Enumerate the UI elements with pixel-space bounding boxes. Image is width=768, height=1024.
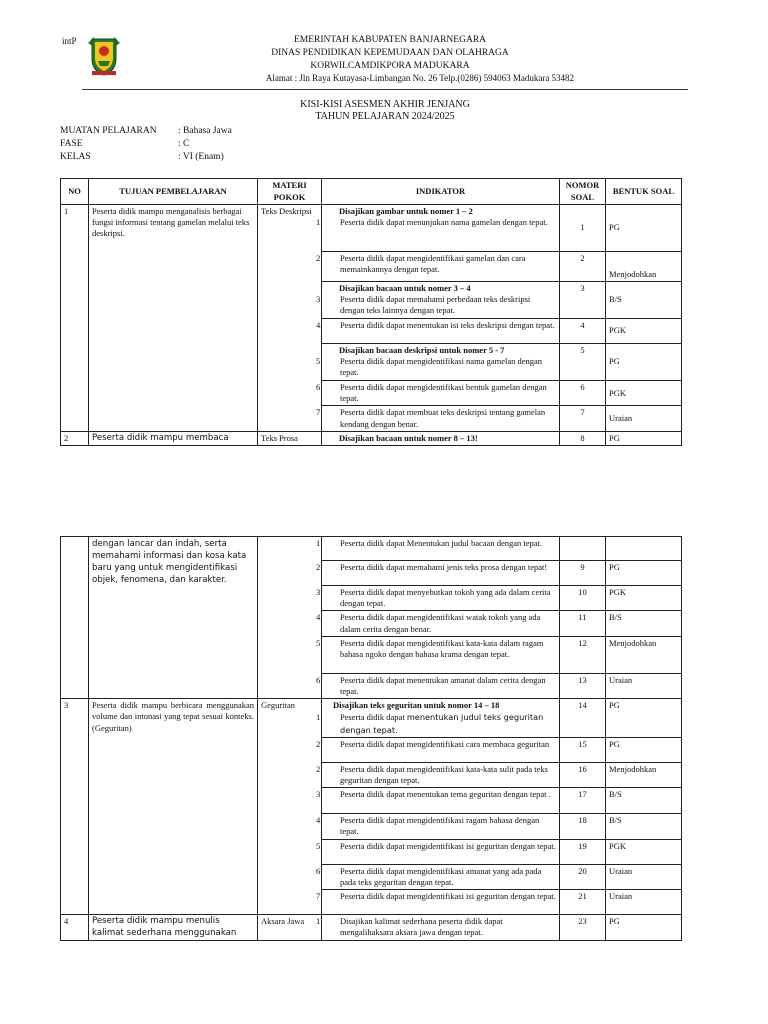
- document-title: KISI-KISI ASESMEN AKHIR JENJANG: [300, 99, 470, 110]
- corner-mark: intP: [62, 36, 77, 46]
- row-materi: Teks Prosa: [258, 431, 322, 445]
- question-form: PG: [606, 699, 682, 738]
- question-form: B/S: [606, 814, 682, 839]
- indicator-cell: [316, 864, 560, 889]
- indicator-cell: [316, 537, 560, 561]
- indicator-number: 2.: [316, 738, 323, 749]
- indicator-number: 4.: [316, 815, 323, 826]
- question-number: 17: [560, 788, 606, 814]
- indicator-text: Peserta didik dapat memahami jenis teks prosa dengan tepat!: [340, 562, 548, 572]
- indicator-text: Peserta didik dapat mengidentifikasi amanat yang ada pada pada teks geguritan dengan tepat.: [340, 865, 542, 887]
- question-number: 21: [560, 890, 606, 915]
- indicator-number: 1.: [316, 916, 323, 927]
- row-tujuan: Peserta didik mampu menulis kalimat sederhana menggunakan: [89, 915, 258, 941]
- question-number: 4: [560, 319, 606, 344]
- table-row: [61, 699, 682, 738]
- question-number: 1: [560, 205, 606, 252]
- table-row: [61, 205, 682, 252]
- row-tujuan: Peserta didik mampu membaca: [89, 431, 258, 445]
- indicator-cell: [316, 406, 560, 431]
- indicator-text: Peserta didik dapat mengidentifikasi kata-kata sulit pada teks geguritan dengan tepat.: [340, 763, 548, 786]
- row-materi: Teks Deskripsi: [258, 205, 322, 432]
- indicator-cell: [316, 319, 560, 344]
- question-number: 12: [560, 636, 606, 673]
- meta-label: FASE: [60, 139, 83, 149]
- col-header-nomor: NOMOR SOAL: [560, 179, 606, 205]
- row-tujuan: Peserta didik mampu berbicara menggunakan volume dan intonasi yang tepat sesuai konteks.(Geguritan): [89, 699, 258, 915]
- meta-label: MUATAN PELAJARAN: [60, 126, 157, 136]
- question-number: 16: [560, 762, 606, 787]
- question-number: 6: [560, 381, 606, 406]
- meta-value: : Bahasa Jawa: [178, 126, 232, 136]
- col-header-no: NO: [61, 179, 89, 205]
- indicator-text: Peserta didik dapat memahami perbedaan teks deskripsi dengan teks lainnya dengan tepat.: [340, 294, 531, 316]
- indicator-cell: [316, 344, 560, 381]
- meta-class: [60, 151, 224, 163]
- document-year: TAHUN PELAJARAN 2024/2025: [315, 111, 455, 122]
- question-form: PGK: [606, 839, 682, 864]
- indicator-number: 7.: [316, 407, 323, 418]
- question-form: PG: [606, 915, 682, 941]
- indicator-text: Peserta didik dapat membuat teks deskripsi tentang gamelan kendang dengan benar.: [340, 407, 546, 429]
- indicator-text: Peserta didik dapat mengidentifikasi cara membaca geguritan: [340, 738, 550, 749]
- indicator-number: 6.: [316, 382, 323, 392]
- question-number: 7: [560, 406, 606, 431]
- letterhead-divider: [82, 89, 688, 90]
- grid-table-part-2: [60, 536, 682, 941]
- row-no-continued: [61, 537, 89, 699]
- indicator-cell: [316, 205, 560, 252]
- col-header-indikator: INDIKATOR: [322, 179, 560, 205]
- indicator-text: Disajikan kalimat sederhana peserta didik dapat mengalihaksara aksara jawa dengan tepat.: [340, 916, 503, 938]
- indicator-text: Peserta didik dapat menentukan tema geguritan dengan tepat .: [340, 789, 551, 800]
- indicator-cell: [316, 586, 560, 611]
- question-form: PG: [606, 431, 682, 445]
- question-number: 8: [560, 431, 606, 445]
- col-header-materi: MATERI POKOK: [258, 179, 322, 205]
- indicator-text: Peserta didik dapat menyebutkan tokoh yang ada dalam cerita dengan tepat.: [340, 587, 551, 609]
- question-number: [560, 537, 606, 561]
- indicator-number: 3.: [316, 587, 323, 597]
- indicator-cell: [316, 839, 560, 864]
- question-form: Uraian: [606, 890, 682, 915]
- indicator-text: Peserta didik dapat mengidentifikasi nama gamelan dengan tepat.: [340, 356, 543, 378]
- indicator-intro: Disajikan teks geguritan untuk nomor 14 – 18: [333, 700, 500, 711]
- question-number: 11: [560, 611, 606, 636]
- table-row: [61, 431, 682, 445]
- indicator-cell: [316, 673, 560, 698]
- indicator-number: 6.: [316, 865, 323, 876]
- row-no: 2: [61, 431, 89, 445]
- indicator-cell: [316, 611, 560, 636]
- indicator-number: 5.: [316, 637, 323, 648]
- row-materi: Geguritan: [258, 699, 322, 915]
- indicator-number: 2.: [316, 763, 323, 774]
- indicator-text: Peserta didik dapat mengidentifikasi isi geguritan dengan tepat.: [340, 891, 556, 902]
- indicator-text: Peserta didik dapat mengidentifikasi gamelan dan cara memainkannya dengan tepat.: [340, 253, 526, 275]
- indicator-text: Peserta didik dapat mengidentifikasi kata-kata dalam ragam bahasa ngoko dengan bahasa krama dengan tepat.: [340, 637, 544, 660]
- indicator-cell: [316, 890, 560, 915]
- indicator-number: 5.: [316, 356, 323, 367]
- indicator-number: 3.: [316, 294, 323, 305]
- indicator-number: 5.: [316, 840, 323, 851]
- row-tujuan: dengan lancar dan indah, serta memahami informasi dan kosa kata baru yang untuk mengidentifikasi objek, fenomena, dan karakter.: [89, 537, 258, 699]
- question-number: 19: [560, 839, 606, 864]
- meta-label: KELAS: [60, 152, 91, 162]
- indicator-intro: Disajikan gambar untuk nomer 1 – 2: [339, 206, 473, 216]
- indicator-cell: [316, 252, 560, 282]
- question-form: PG: [606, 561, 682, 586]
- meta-phase: [60, 138, 189, 150]
- indicator-text: Peserta didik dapat mengidentifikasi watak tokoh yang ada dalam cerita dengan benar.: [340, 612, 541, 634]
- indicator-number: 4.: [316, 612, 323, 623]
- question-form: PG: [606, 205, 682, 252]
- letterhead: [240, 34, 540, 73]
- indicator-cell: [316, 915, 560, 941]
- indicator-number: 2.: [316, 253, 323, 263]
- indicator-text: Peserta didik dapat menunjukan nama gamelan dengan tepat.: [340, 217, 548, 228]
- question-form: B/S: [606, 282, 682, 319]
- question-form: B/S: [606, 788, 682, 814]
- row-tujuan: Peserta didik mampu menganalisis berbagai fungsi informasi tentang gamelan melalui teks deskripsi.: [89, 205, 258, 432]
- indicator-text: menentukan judul teks geguritan dengan tepat.: [340, 712, 544, 735]
- indicator-text: Peserta didik dapat mengidentifikasi bentuk gamelan dengan tepat.: [340, 382, 547, 404]
- col-header-bentuk: BENTUK SOAL: [606, 179, 682, 205]
- question-number: 2: [560, 252, 606, 282]
- indicator-number: 3.: [316, 789, 323, 800]
- question-number: 9: [560, 561, 606, 586]
- letterhead-address: Alamat : Jln Raya Kutayasa-Limbangan No. 26 Telp.(0286) 594063 Madukara 53482: [265, 73, 575, 83]
- indicator-text: Peserta didik dapat Menentukan judul bacaan dengan tepat.: [340, 538, 543, 548]
- question-form: PGK: [606, 381, 682, 406]
- indicator-number: 1.: [316, 712, 323, 723]
- indicator-text: Peserta didik dapat mengidentifikasi isi geguritan dengan tepat.: [340, 840, 556, 851]
- indicator-cell: [316, 737, 560, 762]
- question-form: B/S: [606, 611, 682, 636]
- grid-table-part-1: [60, 178, 682, 446]
- row-no: 4: [61, 915, 89, 941]
- question-form: PGK: [606, 319, 682, 344]
- question-number: 23: [560, 915, 606, 941]
- question-number: 5: [560, 344, 606, 381]
- question-form: Uraian: [606, 673, 682, 698]
- indicator-cell: [316, 636, 560, 673]
- question-form: Menjodohkan: [606, 636, 682, 673]
- letterhead-line-1: EMERINTAH KABUPATEN BANJARNEGARA: [293, 35, 487, 45]
- question-form: Uraian: [606, 406, 682, 431]
- indicator-text: Peserta didik dapat: [340, 712, 407, 723]
- question-number: 14: [560, 699, 606, 738]
- question-form: Menjodohkan: [606, 762, 682, 787]
- regency-crest-logo: [86, 33, 122, 77]
- meta-subject: [60, 125, 232, 137]
- indicator-cell: [316, 561, 560, 586]
- table-header-row: [61, 179, 682, 205]
- table-row: [61, 915, 682, 941]
- indicator-intro: Disajikan bacaan untuk nomer 8 – 13!: [322, 431, 560, 445]
- indicator-number: 1.: [316, 538, 323, 548]
- indicator-intro: Disajikan bacaan deskripsi untuk nomer 5 - 7: [339, 345, 505, 355]
- table-row: [61, 537, 682, 561]
- indicator-number: 4.: [316, 320, 323, 330]
- indicator-number: 6.: [316, 674, 323, 685]
- question-number: 18: [560, 814, 606, 839]
- indicator-cell: [316, 282, 560, 319]
- question-form: PG: [606, 344, 682, 381]
- question-form: [606, 537, 682, 561]
- row-materi-continued: [258, 537, 322, 699]
- question-number: 3: [560, 282, 606, 319]
- question-number: 20: [560, 864, 606, 889]
- question-number: 13: [560, 673, 606, 698]
- indicator-number: 2.: [316, 562, 323, 572]
- col-header-tujuan: TUJUAN PEMBELAJARAN: [89, 179, 258, 205]
- row-no: 1: [61, 205, 89, 432]
- question-form: Uraian: [606, 864, 682, 889]
- row-materi: Aksara Jawa: [258, 915, 322, 941]
- question-number: 15: [560, 737, 606, 762]
- meta-value: : C: [178, 139, 190, 149]
- indicator-number: 7.: [316, 891, 323, 902]
- indicator-text: Peserta didik dapat menentukan isi teks deskripsi dengan tepat.: [340, 320, 555, 330]
- letterhead-line-2: DINAS PENDIDIKAN KEPEMUDAAN DAN OLAHRAGA: [271, 48, 509, 58]
- question-number: 10: [560, 586, 606, 611]
- indicator-text: Peserta didik dapat menentukan amanat dalam cerita dengan tepat.: [340, 674, 546, 697]
- question-form: Menjodohkan: [606, 252, 682, 282]
- indicator-text: Peserta didik dapat mengidentifikasi ragam bahasa dengan tepat.: [340, 815, 540, 837]
- indicator-cell: [316, 381, 560, 406]
- row-no: 3: [61, 699, 89, 915]
- indicator-cell: [316, 762, 560, 787]
- meta-value: : VI (Enam): [178, 152, 224, 162]
- indicator-cell: [316, 788, 560, 814]
- question-form: PGK: [606, 586, 682, 611]
- indicator-cell: [316, 814, 560, 839]
- indicator-cell: [316, 699, 560, 738]
- question-form: PG: [606, 737, 682, 762]
- indicator-number: 1.: [316, 217, 323, 228]
- indicator-intro: Disajikan bacaan untuk nomer 3 – 4: [339, 283, 471, 293]
- letterhead-line-3: KORWILCAMDIKPORA MADUKARA: [310, 61, 470, 71]
